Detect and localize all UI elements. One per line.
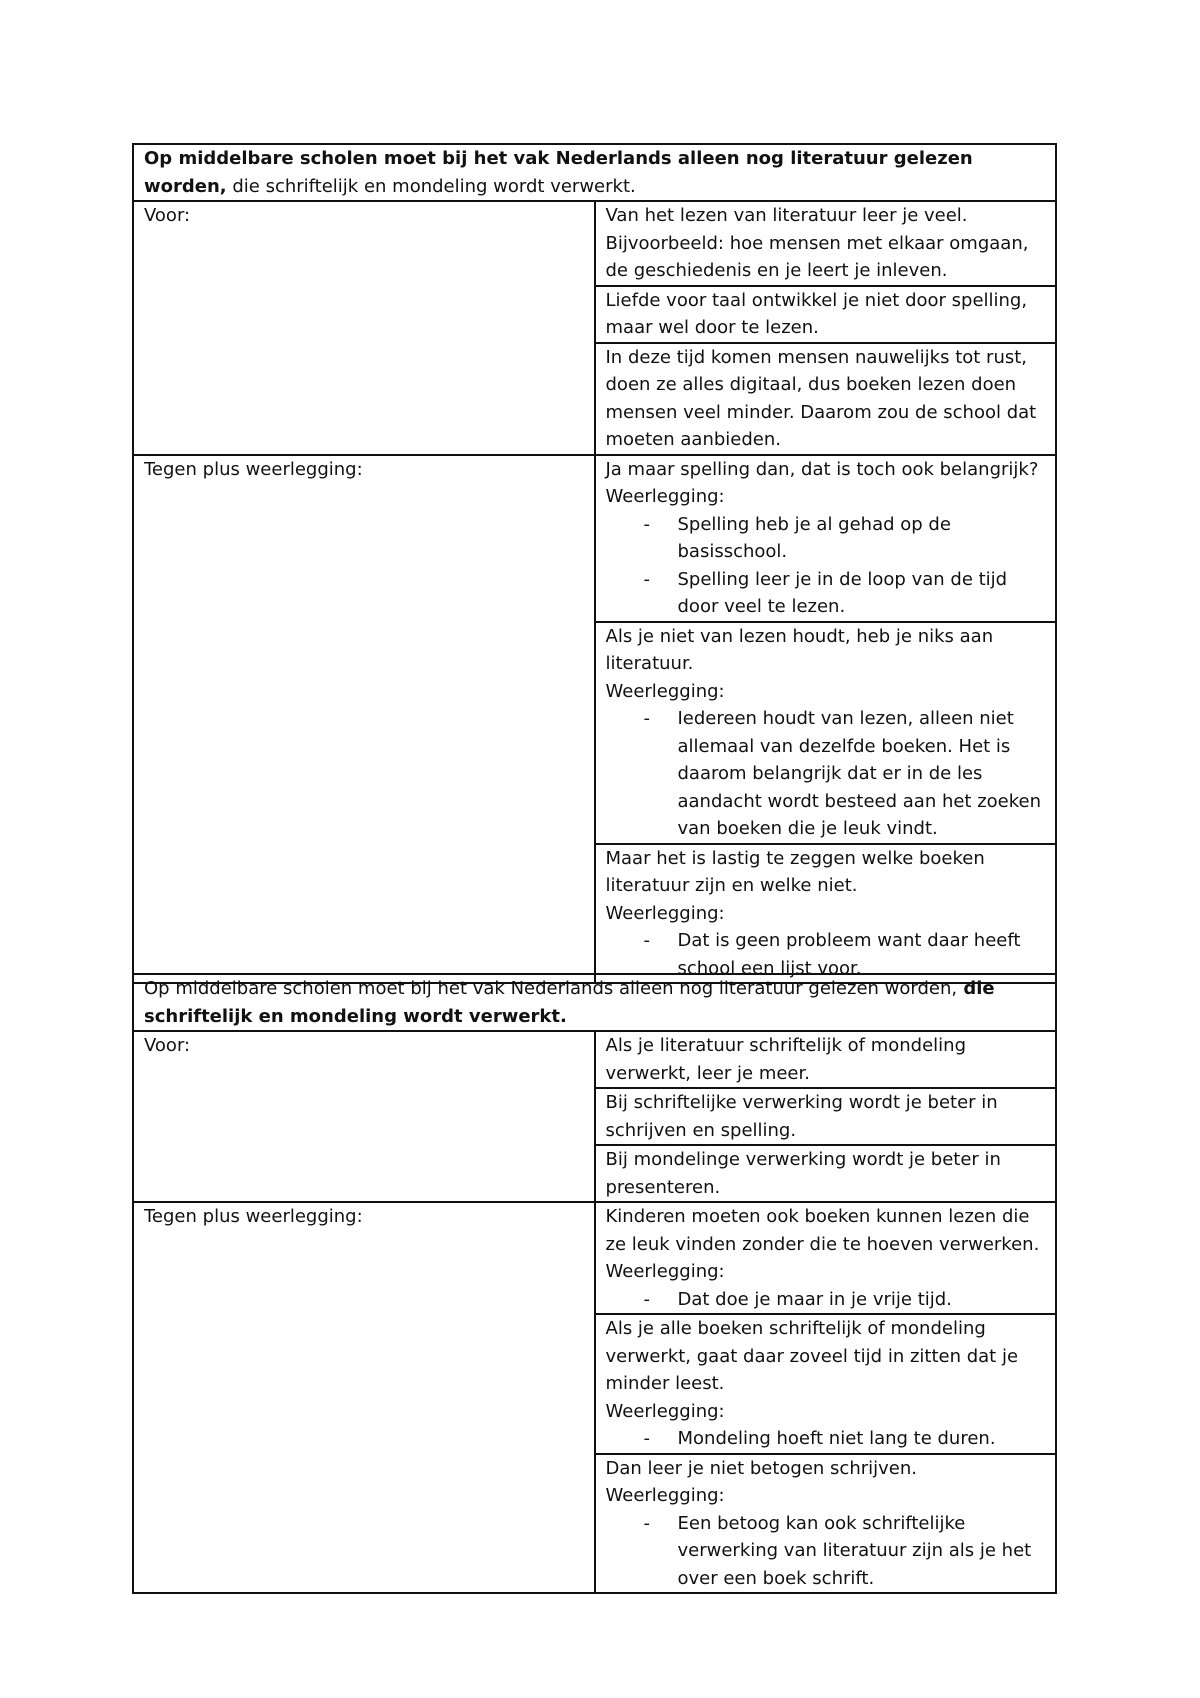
title-normal-part: Op middelbare scholen moet bij het vak Nederlands alleen nog literatuur gelezen worden, xyxy=(144,978,958,999)
tegen-item xyxy=(595,1454,1057,1594)
argument-table-1 xyxy=(132,143,1057,984)
bullet-dash: - xyxy=(643,708,650,729)
rebuttal-text: Een betoog kan ook schriftelijke verwerking van literatuur zijn als je het over een boek schrift. xyxy=(677,1512,1032,1589)
rebuttal-list xyxy=(606,705,1046,843)
rebuttal-text: Spelling leer je in de loop van de tijd door veel te lezen. xyxy=(677,568,1008,617)
bullet-dash: - xyxy=(643,1428,650,1449)
rebuttal-label: Weerlegging: xyxy=(605,1261,725,1282)
bullet-dash: - xyxy=(643,568,650,590)
tegen-item xyxy=(595,844,1057,984)
rebuttal-bullet xyxy=(606,1286,1046,1314)
tegen-claim: Als je niet van lezen houdt, heb je niks aan literatuur. xyxy=(605,625,994,674)
voor-item: Liefde voor taal ontwikkel je niet door spelling, maar wel door te lezen. xyxy=(595,286,1057,343)
bullet-dash: - xyxy=(643,1288,650,1310)
rebuttal-label: Weerlegging: xyxy=(605,680,725,702)
voor-label: Voor: xyxy=(133,201,595,455)
voor-item: In deze tijd komen mensen nauwelijks tot rust, doen ze alles digitaal, dus boeken lezen doen mensen veel minder. Daarom zou de school dat moeten aanbieden. xyxy=(595,343,1057,455)
rebuttal-text: Iedereen houdt van lezen, alleen niet allemaal van dezelfde boeken. Het is daarom belangrijk dat er in de les aandacht wordt besteed aan het zoeken van boeken die je leuk vindt. xyxy=(677,708,1042,839)
voor-item: Van het lezen van literatuur leer je veel. Bijvoorbeeld: hoe mensen met elkaar omgaan, de geschiedenis en je leert je inleven. xyxy=(595,201,1057,286)
tegen-item xyxy=(595,1202,1057,1314)
bullet-dash: - xyxy=(643,930,650,951)
rebuttal-bullet xyxy=(606,511,1046,566)
rebuttal-text: Mondeling hoeft niet lang te duren. xyxy=(677,1428,996,1449)
bullet-dash: - xyxy=(643,1512,650,1534)
tegen-item xyxy=(595,455,1057,622)
tegen-claim: Maar het is lastig te zeggen welke boeken literatuur zijn en welke niet. xyxy=(605,847,985,896)
tegen-label: Tegen plus weerlegging: xyxy=(133,455,595,984)
tegen-label: Tegen plus weerlegging: xyxy=(133,1202,595,1593)
rebuttal-text: Spelling heb je al gehad op de basisschool. xyxy=(677,513,951,562)
title-cell xyxy=(133,974,1056,1031)
title-row xyxy=(133,144,1056,201)
title-cell xyxy=(133,144,1056,201)
tegen-item xyxy=(595,622,1057,844)
tegen-claim: Dan leer je niet betogen schrijven. xyxy=(605,1457,917,1479)
voor-row xyxy=(133,201,1056,286)
voor-label: Voor: xyxy=(133,1031,595,1202)
rebuttal-label: Weerlegging: xyxy=(605,902,725,924)
rebuttal-text: Dat doe je maar in je vrije tijd. xyxy=(677,1288,952,1310)
rebuttal-label: Weerlegging: xyxy=(605,486,725,507)
rebuttal-label: Weerlegging: xyxy=(605,1400,725,1422)
rebuttal-bullet xyxy=(606,1425,1046,1453)
title-bold-part: Op middelbare scholen moet bij het vak Nederlands alleen nog literatuur gelezen worden, xyxy=(144,148,973,197)
voor-item: Als je literatuur schriftelijk of mondeling verwerkt, leer je meer. xyxy=(595,1031,1057,1088)
argument-table-2 xyxy=(132,973,1057,1594)
title-bold-part: die schriftelijk en mondeling wordt verwerkt. xyxy=(144,978,995,1027)
title-row xyxy=(133,974,1056,1031)
rebuttal-label: Weerlegging: xyxy=(605,1485,725,1506)
voor-item: Bij schriftelijke verwerking wordt je beter in schrijven en spelling. xyxy=(595,1088,1057,1145)
rebuttal-list xyxy=(606,1510,1046,1593)
tegen-row xyxy=(133,1202,1056,1314)
tegen-item xyxy=(595,1314,1057,1454)
tegen-claim: Ja maar spelling dan, dat is toch ook belangrijk? xyxy=(605,458,1039,480)
voor-row xyxy=(133,1031,1056,1088)
voor-item: Bij mondelinge verwerking wordt je beter in presenteren. xyxy=(595,1145,1057,1202)
tegen-claim: Als je alle boeken schriftelijk of mondeling verwerkt, gaat daar zoveel tijd in zitten dat je minder leest. xyxy=(605,1318,1019,1394)
bullet-dash: - xyxy=(643,513,650,535)
title-normal-part: die schriftelijk en mondeling wordt verwerkt. xyxy=(226,175,636,197)
rebuttal-bullet xyxy=(606,1510,1046,1593)
rebuttal-bullet xyxy=(606,566,1046,621)
rebuttal-list xyxy=(606,1425,1046,1453)
tegen-claim: Kinderen moeten ook boeken kunnen lezen die ze leuk vinden zonder die te hoeven verwerken. xyxy=(605,1206,1040,1255)
rebuttal-text: Dat is geen probleem want daar heeft school een lijst voor. xyxy=(677,930,1021,979)
rebuttal-list xyxy=(606,1286,1046,1314)
tegen-row xyxy=(133,455,1056,622)
rebuttal-bullet xyxy=(606,705,1046,843)
rebuttal-list xyxy=(606,511,1046,621)
